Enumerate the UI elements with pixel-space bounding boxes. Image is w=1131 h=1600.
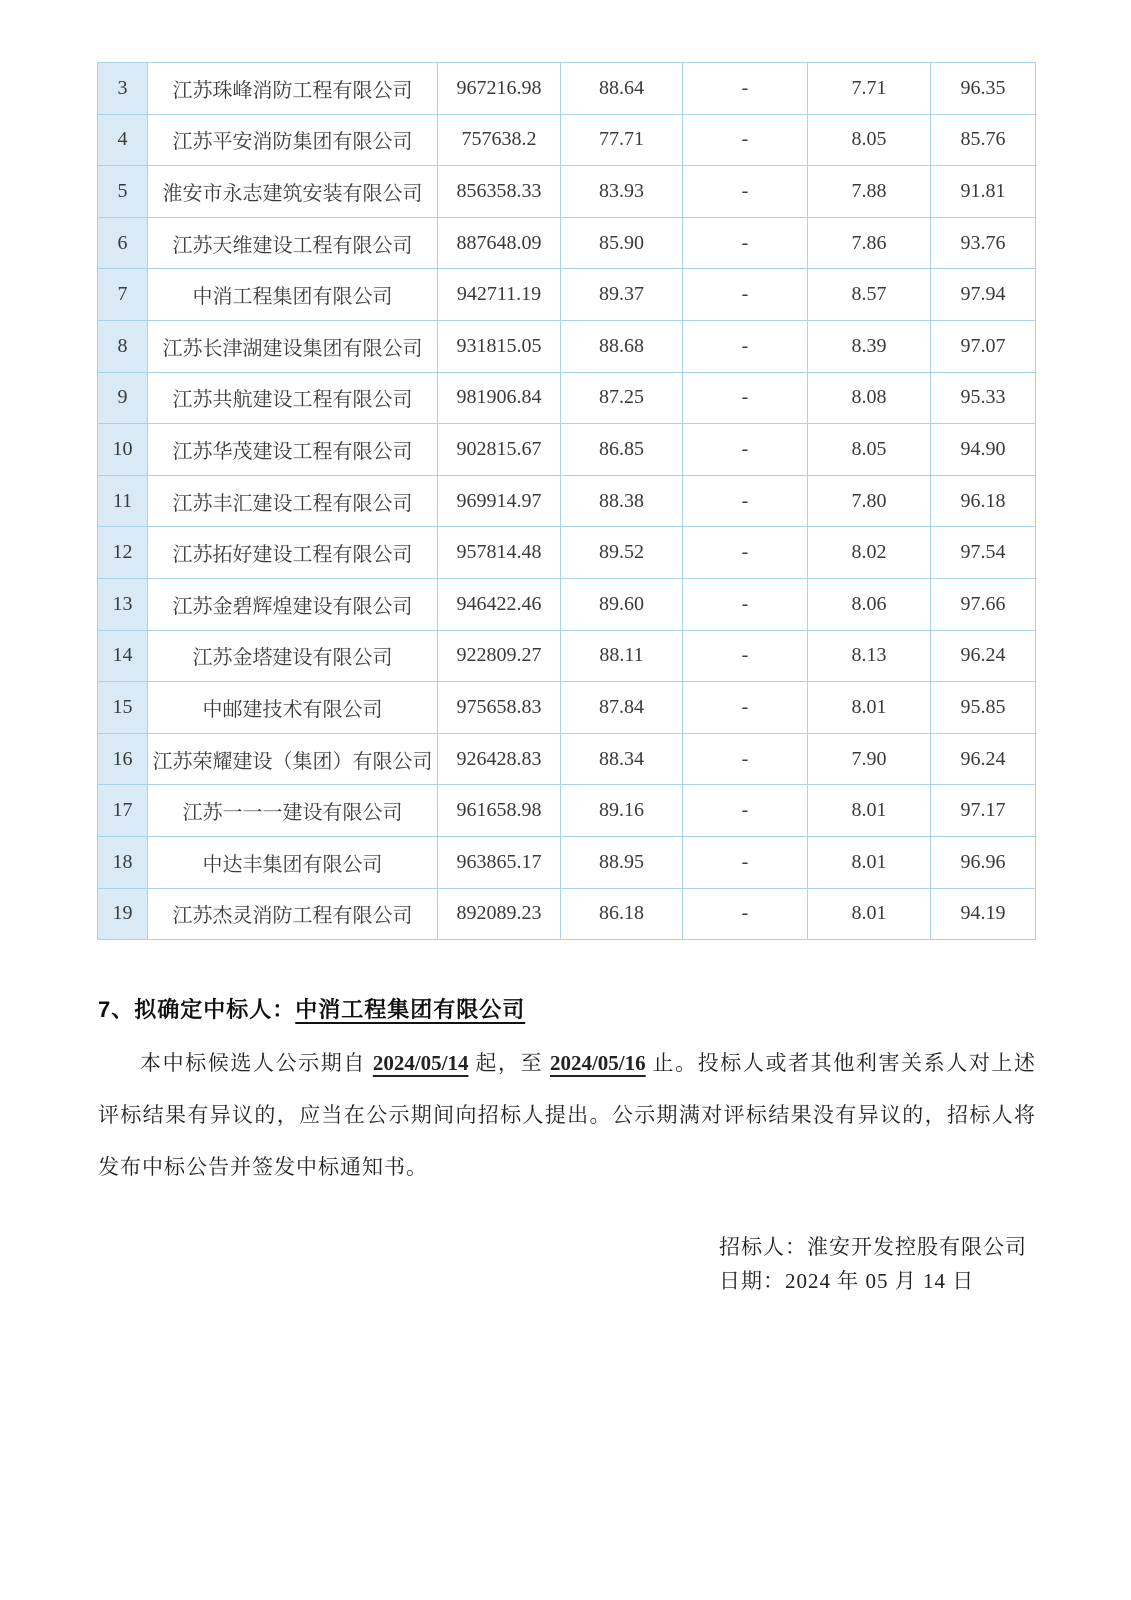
- price-score-cell: 7.88: [808, 166, 931, 218]
- technical-score-cell: 83.93: [561, 166, 683, 218]
- remark-cell: -: [683, 733, 808, 785]
- bid-price-cell: 969914.97: [438, 475, 561, 527]
- price-score-cell: 8.05: [808, 114, 931, 166]
- row-number-cell: 8: [98, 320, 148, 372]
- remark-cell: -: [683, 527, 808, 579]
- row-number-cell: 15: [98, 682, 148, 734]
- row-number-cell: 3: [98, 63, 148, 115]
- bid-results-table: [97, 62, 1036, 940]
- total-score-cell: 96.96: [931, 836, 1036, 888]
- bid-price-cell: 957814.48: [438, 527, 561, 579]
- technical-score-cell: 86.85: [561, 424, 683, 476]
- bidder-name-cell: 中达丰集团有限公司: [148, 836, 438, 888]
- price-score-cell: 8.08: [808, 372, 931, 424]
- row-number-cell: 14: [98, 630, 148, 682]
- technical-score-cell: 77.71: [561, 114, 683, 166]
- bidder-name-cell: 江苏金塔建设有限公司: [148, 630, 438, 682]
- technical-score-cell: 85.90: [561, 217, 683, 269]
- bidder-name-cell: 淮安市永志建筑安装有限公司: [148, 166, 438, 218]
- bidder-name-cell: 江苏金碧辉煌建设有限公司: [148, 578, 438, 630]
- remark-cell: -: [683, 372, 808, 424]
- price-score-cell: 7.80: [808, 475, 931, 527]
- row-number-cell: 7: [98, 269, 148, 321]
- bid-price-cell: 922809.27: [438, 630, 561, 682]
- technical-score-cell: 88.11: [561, 630, 683, 682]
- total-score-cell: 94.19: [931, 888, 1036, 940]
- bid-results-table-body: [98, 63, 1036, 940]
- technical-score-cell: 87.25: [561, 372, 683, 424]
- row-number-cell: 12: [98, 527, 148, 579]
- price-score-cell: 8.01: [808, 682, 931, 734]
- bid-price-cell: 892089.23: [438, 888, 561, 940]
- technical-score-cell: 89.37: [561, 269, 683, 321]
- table-row: [98, 578, 1036, 630]
- remark-cell: -: [683, 836, 808, 888]
- bid-price-cell: 961658.98: [438, 785, 561, 837]
- signature-block: [719, 1230, 1027, 1298]
- bid-price-cell: 942711.19: [438, 269, 561, 321]
- table-row: [98, 269, 1036, 321]
- publicity-start-date: 2024/05/14: [372, 1051, 469, 1075]
- bid-price-cell: 981906.84: [438, 372, 561, 424]
- bidder-name-cell: 中邮建技术有限公司: [148, 682, 438, 734]
- total-score-cell: 94.90: [931, 424, 1036, 476]
- tenderer-line: 招标人：淮安开发控股有限公司: [719, 1235, 1027, 1259]
- technical-score-cell: 88.38: [561, 475, 683, 527]
- bidder-name-cell: 中消工程集团有限公司: [148, 269, 438, 321]
- bidder-name-cell: 江苏杰灵消防工程有限公司: [148, 888, 438, 940]
- remark-cell: -: [683, 682, 808, 734]
- price-score-cell: 8.01: [808, 785, 931, 837]
- row-number-cell: 10: [98, 424, 148, 476]
- bidder-name-cell: 江苏拓好建设工程有限公司: [148, 527, 438, 579]
- bid-price-cell: 902815.67: [438, 424, 561, 476]
- total-score-cell: 85.76: [931, 114, 1036, 166]
- bidder-name-cell: 江苏共航建设工程有限公司: [148, 372, 438, 424]
- technical-score-cell: 89.60: [561, 578, 683, 630]
- total-score-cell: 97.07: [931, 320, 1036, 372]
- table-row: [98, 682, 1036, 734]
- bid-price-cell: 931815.05: [438, 320, 561, 372]
- bid-price-cell: 926428.83: [438, 733, 561, 785]
- date-line: 日期：2024 年 05 月 14 日: [719, 1269, 975, 1293]
- bidder-name-cell: 江苏平安消防集团有限公司: [148, 114, 438, 166]
- table-row: [98, 785, 1036, 837]
- remark-cell: -: [683, 217, 808, 269]
- technical-score-cell: 88.34: [561, 733, 683, 785]
- paragraph-text-3: 止。投标人或者其他利害关系人对上述评标结果有异议的，应当在公示期间向招标人提出。公示期满对评标结果没有异议的，招标人将发布中标公告并签发中标通知书。: [98, 1051, 1037, 1179]
- bid-price-cell: 757638.2: [438, 114, 561, 166]
- remark-cell: -: [683, 269, 808, 321]
- remark-cell: -: [683, 475, 808, 527]
- bid-price-cell: 856358.33: [438, 166, 561, 218]
- section7-heading: [98, 993, 1036, 1024]
- remark-cell: -: [683, 630, 808, 682]
- price-score-cell: 8.05: [808, 424, 931, 476]
- remark-cell: -: [683, 578, 808, 630]
- table-row: [98, 217, 1036, 269]
- total-score-cell: 96.35: [931, 63, 1036, 115]
- bid-price-cell: 975658.83: [438, 682, 561, 734]
- table-row: [98, 63, 1036, 115]
- price-score-cell: 8.39: [808, 320, 931, 372]
- table-row: [98, 166, 1036, 218]
- total-score-cell: 95.33: [931, 372, 1036, 424]
- bidder-name-cell: 江苏长津湖建设集团有限公司: [148, 320, 438, 372]
- bidder-name-cell: 江苏一一一建设有限公司: [148, 785, 438, 837]
- paragraph-text-2: 起，至: [468, 1051, 550, 1075]
- bid-results-table-container: [97, 62, 1037, 940]
- bid-price-cell: 887648.09: [438, 217, 561, 269]
- total-score-cell: 96.24: [931, 733, 1036, 785]
- total-score-cell: 96.24: [931, 630, 1036, 682]
- winner-name: 中消工程集团有限公司: [295, 997, 526, 1022]
- total-score-cell: 91.81: [931, 166, 1036, 218]
- price-score-cell: 8.02: [808, 527, 931, 579]
- row-number-cell: 11: [98, 475, 148, 527]
- remark-cell: -: [683, 63, 808, 115]
- technical-score-cell: 87.84: [561, 682, 683, 734]
- row-number-cell: 18: [98, 836, 148, 888]
- technical-score-cell: 88.68: [561, 320, 683, 372]
- row-number-cell: 9: [98, 372, 148, 424]
- table-row: [98, 320, 1036, 372]
- bid-price-cell: 967216.98: [438, 63, 561, 115]
- table-row: [98, 888, 1036, 940]
- publicity-period-paragraph: [98, 1037, 1036, 1193]
- technical-score-cell: 88.64: [561, 63, 683, 115]
- paragraph-text-1: 本中标候选人公示期自: [140, 1051, 373, 1075]
- technical-score-cell: 89.16: [561, 785, 683, 837]
- price-score-cell: 8.57: [808, 269, 931, 321]
- remark-cell: -: [683, 888, 808, 940]
- table-row: [98, 836, 1036, 888]
- price-score-cell: 7.71: [808, 63, 931, 115]
- technical-score-cell: 88.95: [561, 836, 683, 888]
- bidder-name-cell: 江苏珠峰消防工程有限公司: [148, 63, 438, 115]
- bidder-name-cell: 江苏天维建设工程有限公司: [148, 217, 438, 269]
- price-score-cell: 8.13: [808, 630, 931, 682]
- table-row: [98, 630, 1036, 682]
- table-row: [98, 733, 1036, 785]
- remark-cell: -: [683, 320, 808, 372]
- table-row: [98, 114, 1036, 166]
- total-score-cell: 97.54: [931, 527, 1036, 579]
- total-score-cell: 97.66: [931, 578, 1036, 630]
- bid-price-cell: 963865.17: [438, 836, 561, 888]
- technical-score-cell: 89.52: [561, 527, 683, 579]
- remark-cell: -: [683, 424, 808, 476]
- section7-label: 7、拟确定中标人：: [98, 997, 296, 1022]
- price-score-cell: 8.06: [808, 578, 931, 630]
- total-score-cell: 97.17: [931, 785, 1036, 837]
- row-number-cell: 5: [98, 166, 148, 218]
- row-number-cell: 17: [98, 785, 148, 837]
- remark-cell: -: [683, 114, 808, 166]
- remark-cell: -: [683, 166, 808, 218]
- row-number-cell: 4: [98, 114, 148, 166]
- row-number-cell: 19: [98, 888, 148, 940]
- bidder-name-cell: 江苏华茂建设工程有限公司: [148, 424, 438, 476]
- total-score-cell: 96.18: [931, 475, 1036, 527]
- row-number-cell: 16: [98, 733, 148, 785]
- table-row: [98, 372, 1036, 424]
- bidder-name-cell: 江苏荣耀建设（集团）有限公司: [148, 733, 438, 785]
- publicity-end-date: 2024/05/16: [549, 1051, 646, 1075]
- total-score-cell: 95.85: [931, 682, 1036, 734]
- price-score-cell: 7.86: [808, 217, 931, 269]
- price-score-cell: 8.01: [808, 836, 931, 888]
- remark-cell: -: [683, 785, 808, 837]
- table-row: [98, 424, 1036, 476]
- price-score-cell: 7.90: [808, 733, 931, 785]
- total-score-cell: 97.94: [931, 269, 1036, 321]
- bid-price-cell: 946422.46: [438, 578, 561, 630]
- price-score-cell: 8.01: [808, 888, 931, 940]
- table-row: [98, 527, 1036, 579]
- row-number-cell: 13: [98, 578, 148, 630]
- table-row: [98, 475, 1036, 527]
- technical-score-cell: 86.18: [561, 888, 683, 940]
- bidder-name-cell: 江苏丰汇建设工程有限公司: [148, 475, 438, 527]
- row-number-cell: 6: [98, 217, 148, 269]
- total-score-cell: 93.76: [931, 217, 1036, 269]
